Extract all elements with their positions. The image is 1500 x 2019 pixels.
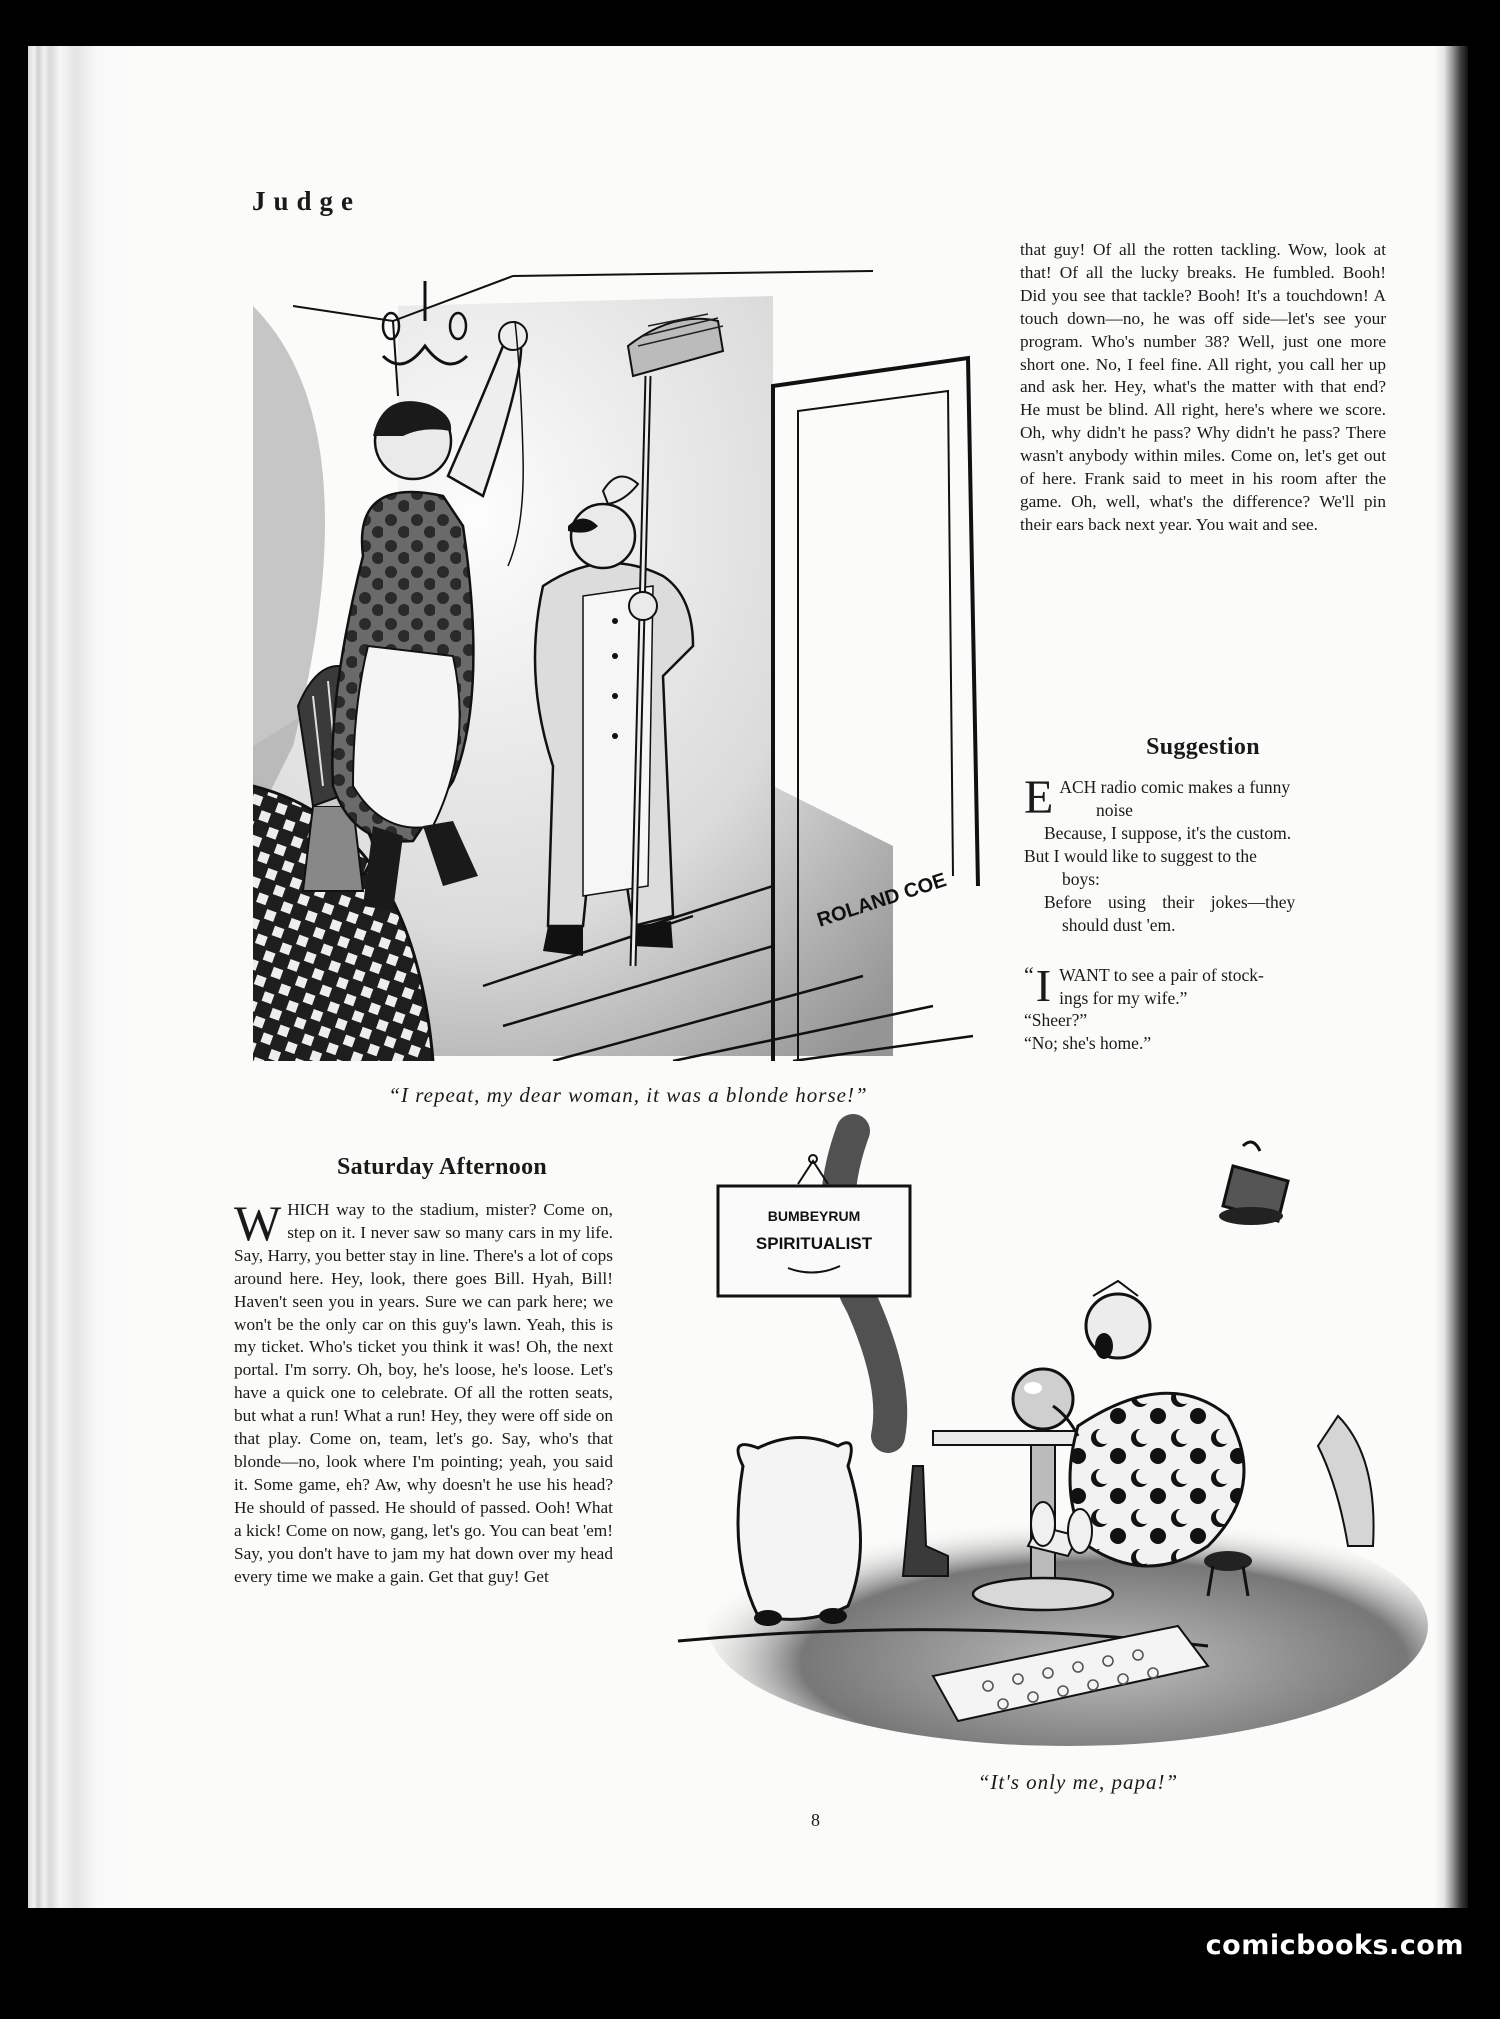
suggestion-dropcap: E: [1024, 771, 1054, 824]
suggestion-line-3: But I would like to suggest to the: [1024, 846, 1257, 866]
saturday-paragraph: [234, 1195, 613, 1588]
suggestion-line-2: Because, I suppose, it's the custom.: [1044, 823, 1292, 843]
suggestion-line-1b: noise: [1096, 800, 1133, 820]
joke-line-1b: ings for my wife.”: [1059, 987, 1188, 1008]
saturday-continued-column: [1020, 239, 1386, 537]
page-number: 8: [811, 1810, 820, 1830]
magazine-title: Judge: [252, 186, 362, 216]
suggestion-poem: [1024, 771, 1388, 937]
joke-line-3: “No; she's home.”: [1024, 1032, 1152, 1053]
joke-dropcap: I: [1035, 960, 1052, 1011]
saturday-title: Saturday Afternoon: [336, 1154, 548, 1180]
cartoon-spiritualist: [648, 1106, 1433, 1746]
suggestion-line-1: ACH radio comic makes a funny: [1059, 777, 1291, 797]
book-spine: [28, 46, 140, 1908]
suggestion-line-4b: should dust 'em.: [1062, 915, 1176, 935]
saturday-column: [234, 1195, 613, 1588]
sign-line-2: SPIRITUALIST: [755, 1234, 873, 1253]
suggestion-line-4: Before using their jokes—they: [1044, 892, 1296, 912]
joke-open-quote: “: [1024, 962, 1034, 987]
source-watermark: comicbooks.com: [1205, 1930, 1464, 1961]
suggestion-title: Suggestion: [1146, 734, 1260, 760]
cartoon-blonde-horse: [253, 226, 1003, 1061]
joke-line-2: “Sheer?”: [1024, 1010, 1088, 1030]
joke-line-1: WANT to see a pair of stock-: [1059, 965, 1264, 985]
sign-line-1: BUMBEYRUM: [767, 1208, 861, 1224]
saturday-text: HICH way to the stadium, mister? Come on, step on it. I never saw so many cars in my life. Say, Harry, you better stay in line. There's a lot of cops around here. Hey, look, there goes Bill. Hyah, Bill! Haven't seen you in years. Sure we can park here; we won't be the only car on this guy's lawn. Yeah, this is my ticket. Who's ticket you think it was! Oh, the next portal. I'm sorry. Oh, boy, he's loose, he's loose. Let's have a quick one to celebrate. Of all the rotten seats, but what a run! What a run! Hey, they were off side on that play. Come on, team, let's go. Say, who's that blonde—no, look where I'm pointing; yeah, you said it. Some game, eh? Aw, why doesn't he use his head? He should of passed. He should of passed. Ooh! What a kick! Come on now, gang, let's go. You can beat 'em! Say, you don't have to jam my hat down over my head every time we make a gain. Get that guy! Get: [234, 1200, 613, 1586]
cartoon1-signature: ROLAND COE: [814, 869, 950, 932]
cartoon2-caption: “It's only me, papa!”: [977, 1770, 1179, 1794]
suggestion-line-3b: boys:: [1062, 869, 1100, 889]
saturday-dropcap: W: [234, 1195, 282, 1251]
cartoon1-caption: “I repeat, my dear woman, it was a blonde horse!”: [388, 1083, 868, 1107]
stockings-joke: [1024, 960, 1388, 1054]
page-edge-shadow: [1434, 46, 1468, 1908]
saturday-continued-text: that guy! Of all the rotten tackling. Wow, look at that! Of all the lucky breaks. He fumbled. Booh! Did you see that tackle? Booh! It's a touchdown! A touch down—no, he was off side—let's see your program. Who's number 38? Well, just one more short one. No, I feel fine. All right, you call her up and ask her. Hey, what's the matter with that end? He must be blind. All right, here's where we score. Oh, why didn't he pass? Why didn't he pass? There wasn't anybody within miles. Come on, let's get out of here. Frank said to meet in his room after the game. Oh, well, what's the difference? We'll pin their ears back next year. You wait and see.: [1020, 240, 1386, 534]
magazine-page: [28, 46, 1468, 1908]
